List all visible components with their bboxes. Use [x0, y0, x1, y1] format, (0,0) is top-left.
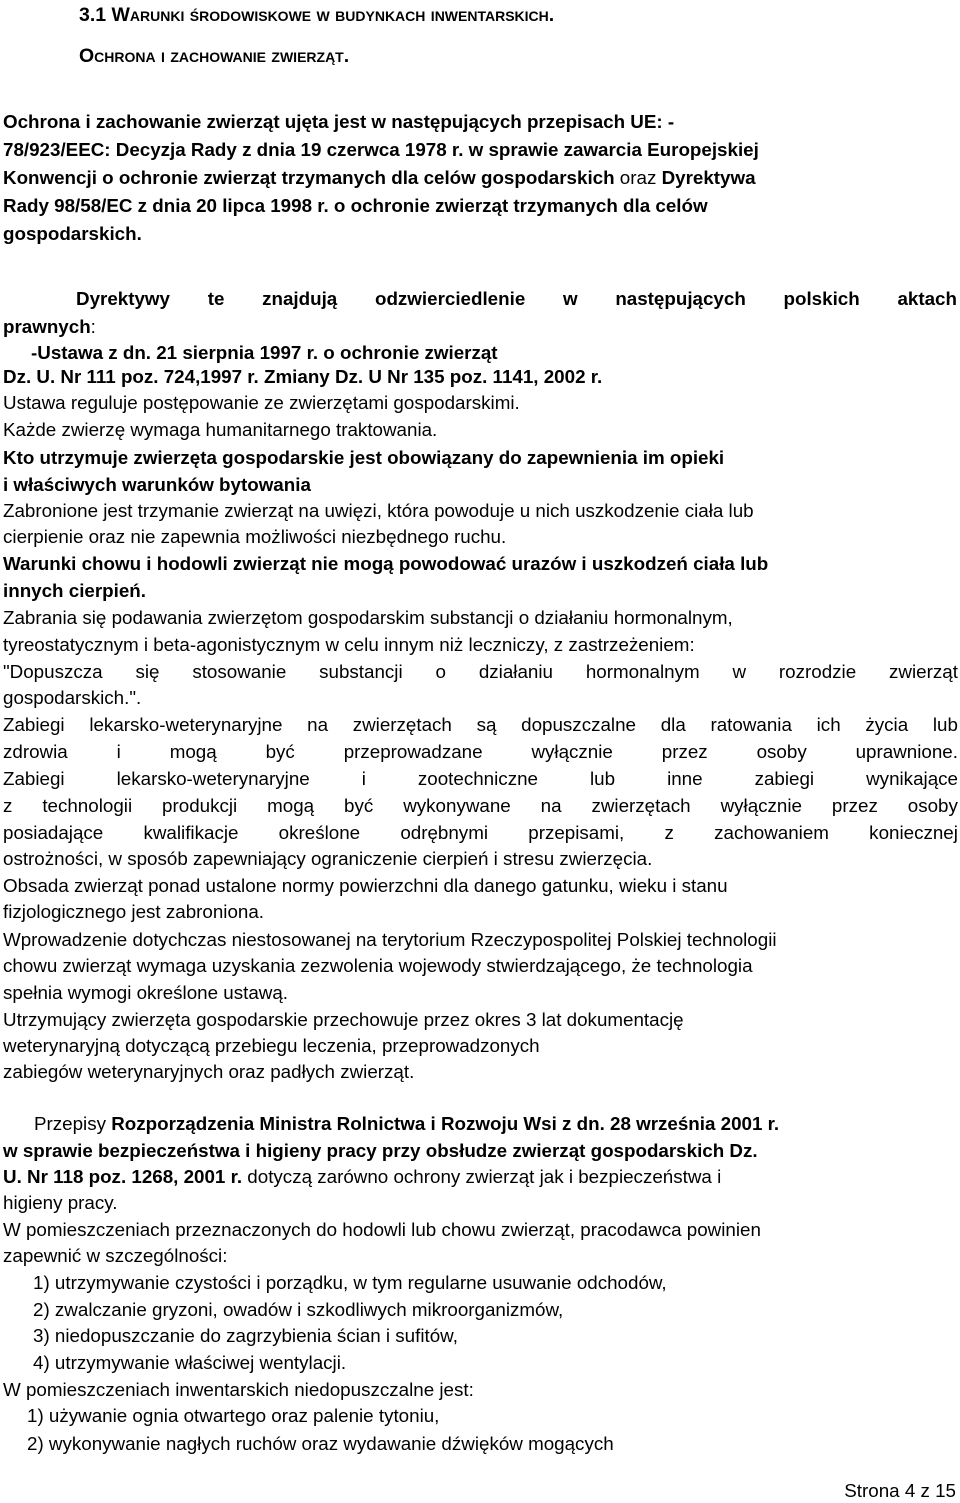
p2-line-5: Ustawa reguluje postępowanie ze zwierzętami gospodarskimi.: [3, 392, 520, 413]
word: zwierzętach: [352, 714, 452, 735]
p3-line-3: Zabronione jest trzymanie zwierząt na uwięzi, która powoduje u nich uszkodzenie ciała lub: [3, 500, 754, 521]
list-item: 1) używanie ognia otwartego oraz palenie tytoniu,: [27, 1405, 440, 1426]
word: na: [307, 714, 329, 735]
word: odzwierciedlenie: [374, 288, 526, 309]
p4-line-12: fizjologicznego jest zabroniona.: [3, 901, 265, 922]
word: osoby: [756, 741, 807, 762]
p5-line-4: higieny pracy.: [3, 1192, 118, 1213]
word: lekarsko-weterynaryjne: [89, 714, 283, 735]
word: kwalifikacje: [143, 822, 239, 843]
p5-line-3: U. Nr 118 poz. 1268, 2001 r. dotyczą zarówno ochrony zwierząt jak i bezpieczeństwa i: [3, 1166, 722, 1187]
word: wynikające: [866, 768, 958, 789]
word: rozrodzie: [778, 661, 857, 682]
word: są: [476, 714, 497, 735]
word: ratowania: [710, 714, 792, 735]
list-item: 2) zwalczanie gryzoni, owadów i szkodliwych mikroorganizmów,: [33, 1299, 564, 1320]
p2-line-4: Dz. U. Nr 111 poz. 724,1997 r. Zmiany Dz. U Nr 135 poz. 1141, 2002 r.: [3, 366, 603, 387]
word: produkcji: [162, 795, 238, 816]
p4-line-17: weterynaryjną dotyczącą przebiegu leczenia, przeprowadzonych: [3, 1035, 540, 1056]
word: znajdują: [262, 288, 338, 309]
word: na: [540, 795, 562, 816]
list-item: 2) wykonywanie nagłych ruchów oraz wydawanie dźwięków mogących: [27, 1433, 614, 1454]
word: mogą: [267, 795, 315, 816]
p4-line-6: [3, 740, 958, 764]
word: określone: [278, 822, 361, 843]
word: następujących: [615, 288, 746, 309]
word: zachowaniem: [714, 822, 829, 843]
p4-line-2: tyreostatycznym i beta-agonistycznym w celu innym niż leczniczy, z zastrzeżeniem:: [3, 634, 695, 655]
word: koniecznej: [869, 822, 958, 843]
p2-line-1: [76, 287, 957, 311]
word: w: [562, 288, 578, 309]
word: zabiegi: [754, 768, 815, 789]
word: działaniu: [478, 661, 553, 682]
word: ich: [816, 714, 841, 735]
word: się: [135, 661, 160, 682]
p4-line-11: Obsada zwierząt ponad ustalone normy powierzchni dla danego gatunku, wieku i stanu: [3, 875, 728, 896]
p1-line-2: 78/923/EEC: Decyzja Rady z dnia 19 czerwca 1978 r. w sprawie zawarcia Europejskiej: [3, 139, 759, 160]
word: "Dopuszcza: [3, 661, 103, 682]
word: osoby: [907, 795, 958, 816]
p5-line-2: w sprawie bezpieczeństwa i higieny pracy przy obsłudze zwierząt gospodarskich Dz.: [3, 1140, 758, 1161]
word: Dyrektywy: [76, 288, 170, 309]
word: przez: [831, 795, 878, 816]
p4-line-18: zabiegów weterynaryjnych oraz padłych zwierząt.: [3, 1061, 415, 1082]
word: polskich: [783, 288, 860, 309]
p4-line-10: ostrożności, w sposób zapewniający ograniczenie cierpień i stresu zwierzęcia.: [3, 848, 653, 869]
p1-line-1: Ochrona i zachowanie zwierząt ujęta jest w następujących przepisach UE: -: [3, 111, 675, 132]
p2-line-6: Każde zwierzę wymaga humanitarnego traktowania.: [3, 419, 438, 440]
p2-line-3: -Ustawa z dn. 21 sierpnia 1997 r. o ochronie zwierząt: [31, 342, 498, 363]
word: stosowanie: [192, 661, 287, 682]
p4-line-3: [3, 660, 958, 684]
p5-line-11: W pomieszczeniach inwentarskich niedopuszczalne jest:: [3, 1379, 474, 1400]
word: zwierząt: [889, 661, 958, 682]
word: i: [361, 768, 366, 789]
p4-line-9: [3, 821, 958, 845]
p4-line-15: spełnia wymogi określone ustawą.: [3, 982, 288, 1003]
word: lub: [589, 768, 616, 789]
word: wykonywane: [403, 795, 511, 816]
p4-line-8: [3, 794, 958, 818]
word: Zabiegi: [3, 768, 65, 789]
word: Zabiegi: [3, 714, 65, 735]
word: w: [732, 661, 747, 682]
p4-line-16: Utrzymujący zwierzęta gospodarskie przechowuje przez okres 3 lat dokumentację: [3, 1009, 684, 1030]
list-item: 3) niedopuszczanie do zagrzybienia ścian i sufitów,: [33, 1325, 458, 1346]
word: lekarsko-weterynaryjne: [116, 768, 310, 789]
word: o: [435, 661, 446, 682]
p1-line-5: gospodarskich.: [3, 223, 142, 244]
word: być: [344, 795, 374, 816]
section-heading: 3.1 Warunki środowiskowe w budynkach inwentarskich.: [79, 4, 555, 26]
word: wyłącznie: [531, 741, 613, 762]
word: aktach: [897, 288, 957, 309]
p4-line-1: Zabrania się podawania zwierzętom gospodarskim substancji o działaniu hormonalnym,: [3, 607, 733, 628]
word: inne: [667, 768, 703, 789]
list-item: 4) utrzymywanie właściwej wentylacji.: [33, 1352, 347, 1373]
word: zootechniczne: [417, 768, 538, 789]
word: przez: [661, 741, 708, 762]
word: przepisami,: [528, 822, 625, 843]
word: technologii: [42, 795, 133, 816]
word: odrębnymi: [400, 822, 489, 843]
word: lub: [932, 714, 958, 735]
p3-line-5: Warunki chowu i hodowli zwierząt nie mogą powodować urazów i uszkodzeń ciała lub: [3, 553, 769, 574]
p4-line-14: chowu zwierząt wymaga uzyskania zezwolenia wojewody stwierdzającego, że technologia: [3, 955, 753, 976]
section-subheading: Ochrona i zachowanie zwierząt.: [79, 45, 350, 67]
p5-line-5: W pomieszczeniach przeznaczonych do hodowli lub chowu zwierząt, pracodawca powinien: [3, 1219, 761, 1240]
word: z: [664, 822, 674, 843]
word: zdrowia: [3, 741, 68, 762]
p4-line-7: [3, 767, 958, 791]
word: być: [265, 741, 295, 762]
p1-line-3: Konwencji o ochronie zwierząt trzymanych dla celów gospodarskich oraz Dyrektywa: [3, 167, 756, 188]
p3-line-4: cierpienie oraz nie zapewnia możliwości niezbędnego ruchu.: [3, 526, 507, 547]
p2-line-2: prawnych:: [3, 316, 96, 337]
p3-line-2: i właściwych warunków bytowania: [3, 474, 311, 495]
p4-line-5: [3, 713, 958, 737]
page-number: Strona 4 z 15: [844, 1480, 956, 1501]
p4-line-13: Wprowadzenie dotychczas niestosowanej na terytorium Rzeczypospolitej Polskiej technologii: [3, 929, 777, 950]
p3-line-6: innych cierpień.: [3, 580, 146, 601]
word: życia: [865, 714, 909, 735]
word: substancji: [319, 661, 403, 682]
list-item: 1) utrzymywanie czystości i porządku, w tym regularne usuwanie odchodów,: [33, 1272, 667, 1293]
p1-line-4: Rady 98/58/EC z dnia 20 lipca 1998 r. o ochronie zwierząt trzymanych dla celów: [3, 195, 708, 216]
p5-line-1: Przepisy Rozporządzenia Ministra Rolnictwa i Rozwoju Wsi z dn. 28 września 2001 r.: [34, 1113, 780, 1134]
word: dla: [660, 714, 686, 735]
word: posiadające: [3, 822, 104, 843]
word: dopuszczalne: [521, 714, 636, 735]
word: wyłącznie: [720, 795, 802, 816]
word: zwierzętach: [591, 795, 691, 816]
word: mogą: [169, 741, 217, 762]
word: uprawnione.: [855, 741, 958, 762]
p3-line-1: Kto utrzymuje zwierzęta gospodarskie jest obowiązany do zapewnienia im opieki: [3, 447, 725, 468]
word: z: [3, 795, 13, 816]
word: te: [207, 288, 225, 309]
word: przeprowadzane: [343, 741, 483, 762]
word: hormonalnym: [585, 661, 700, 682]
p5-line-6: zapewnić w szczególności:: [3, 1245, 228, 1266]
p4-line-4: gospodarskich.".: [3, 687, 142, 708]
word: i: [116, 741, 121, 762]
